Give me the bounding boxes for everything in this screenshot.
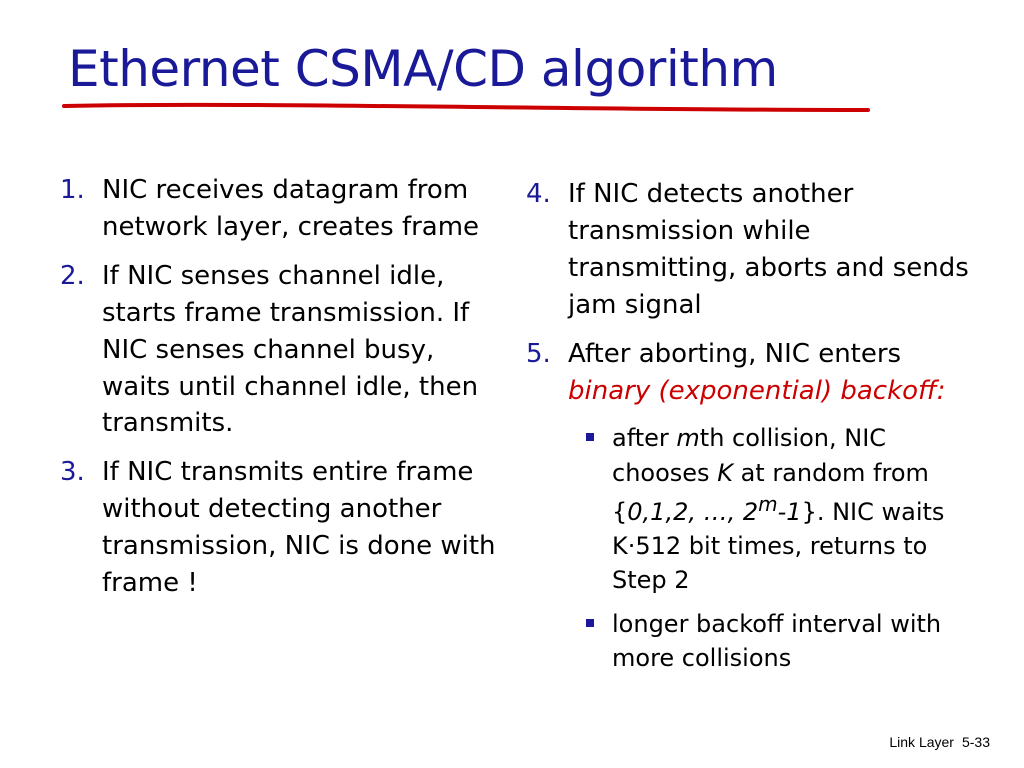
step-number: 3. xyxy=(60,457,85,488)
page-number: 5-33 xyxy=(961,734,990,750)
step-number: 1. xyxy=(60,175,85,205)
left-column xyxy=(60,172,500,614)
list-item: longer backoff interval with more collisions xyxy=(526,607,986,675)
backoff-bullet-list xyxy=(526,421,986,675)
step-3 xyxy=(60,454,500,602)
footer-label: Link Layer xyxy=(889,734,954,750)
square-bullet-icon xyxy=(586,619,594,627)
step-number: 2. xyxy=(60,260,85,291)
step-number: 5. xyxy=(526,338,551,369)
slide-footer xyxy=(889,734,990,750)
step-4 xyxy=(526,176,986,324)
title-underline xyxy=(62,98,870,118)
step-text: If NIC senses channel idle, starts frame transmission. If NIC senses channel busy, waits until channel idle, then transmits. xyxy=(102,260,479,439)
step-text: If NIC detects another transmission while transmitting, aborts and sends jam signal xyxy=(568,179,969,320)
step-text: If NIC transmits entire frame without detecting another transmission, NIC is done with frame ! xyxy=(102,457,496,599)
backoff-emphasis: binary (exponential) backoff: xyxy=(568,375,946,406)
step-2 xyxy=(60,258,500,443)
right-column xyxy=(526,176,986,685)
slide-title: Ethernet CSMA/CD algorithm xyxy=(68,40,778,98)
step-1 xyxy=(60,172,500,246)
step-5 xyxy=(526,336,986,410)
step-text: NIC receives datagram from network layer, creates frame xyxy=(102,175,480,242)
step-text: After aborting, NIC enters xyxy=(568,338,902,369)
list-item: after mth collision, NIC chooses K at random from {0,1,2, …, 2$^m$-1}. NIC waits K·512 bit times, returns to Step 2 xyxy=(526,421,986,596)
step-number: 4. xyxy=(526,179,551,209)
square-bullet-icon xyxy=(586,433,594,441)
